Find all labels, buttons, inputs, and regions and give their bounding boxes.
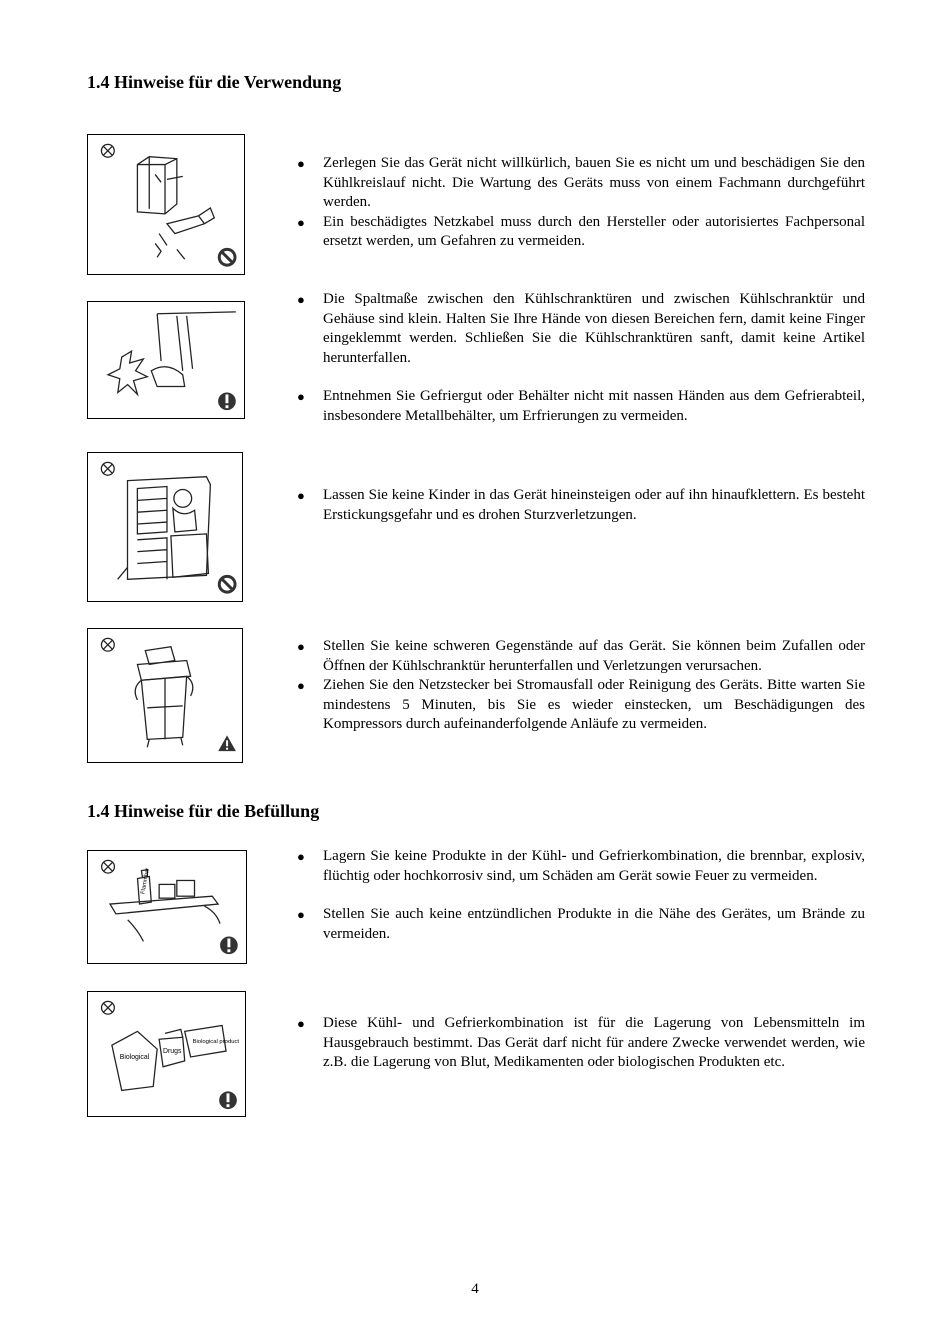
list-item: ● Stellen Sie keine schweren Gegenstände auf das Gerät. Sie können beim Zufallen oder Öffnen der Kühlschranktür herunterfallen und Verletzungen verursachen. — [297, 637, 865, 676]
prohibited-icon — [219, 249, 235, 265]
no-touch-icon — [101, 638, 114, 651]
bullet-list-food-only — [297, 1014, 865, 1073]
bullet-list-heavy-objects — [297, 637, 865, 735]
no-touch-icon — [101, 144, 114, 157]
bullet-list-flammables — [297, 847, 865, 944]
illustration-heavy-objects — [87, 628, 243, 763]
illustration-door-gap — [87, 301, 245, 419]
illustration-food-only — [87, 991, 246, 1117]
list-item: ● Zerlegen Sie das Gerät nicht willkürlich, bauen Sie es nicht um und beschädigen Sie den Kühlkreislauf nicht. Die Wartung des Geräts muss von einem Fachmann durchgeführt werden. — [297, 154, 865, 213]
bullet-list-door-gap — [297, 290, 865, 426]
list-item: ● Ein beschädigtes Netzkabel muss durch den Hersteller oder autorisiertes Fachpersonal ersetzt werden, um Gefahren zu vermeiden. — [297, 213, 865, 252]
prohibited-icon — [219, 576, 235, 592]
warning-exclamation-icon — [219, 1091, 237, 1109]
list-item: ● Ziehen Sie den Netzstecker bei Stromausfall oder Reinigung des Geräts. Bitte warten Sie mindestens 5 Minuten, bis Sie es wieder einstecken, um Beschädigungen des Kompressors durch aufeinanderfolgende Anläufe zu vermeiden. — [297, 676, 865, 735]
no-touch-icon — [101, 462, 114, 475]
flammable-label: Flammbar — [140, 867, 151, 895]
bullet-list-disassembly — [297, 154, 865, 252]
no-touch-icon — [102, 1001, 115, 1014]
page-number: 4 — [471, 1281, 479, 1297]
bullet-list-children — [297, 486, 865, 525]
warning-exclamation-icon — [218, 392, 236, 410]
illustration-no-flammables — [87, 850, 247, 964]
warning-triangle-icon — [218, 735, 236, 751]
list-item: ● Die Spaltmaße zwischen den Kühlschranktüren und zwischen Kühlschranktür und Gehäuse sind klein. Halten Sie Ihre Hände von diesen Bereichen fern, damit keine Finger eingeklemmt werden. Schließen Sie die Kühlschranktüren sanft, damit keine Artikel herunterfallen. — [297, 290, 865, 368]
section-heading-filling: 1.4 Hinweise für die Befüllung — [87, 801, 320, 821]
no-touch-icon — [102, 860, 115, 873]
warning-exclamation-icon — [220, 936, 238, 954]
illustration-no-disassembly — [87, 134, 245, 275]
list-item: ● Lagern Sie keine Produkte in der Kühl- und Gefrierkombination, die brennbar, explosiv, flüchtig oder hochkorrosiv sind, um Schäden am Gerät sowie Feuer zu vermeiden. — [297, 847, 865, 886]
biological-label: Biological — [119, 1053, 150, 1061]
biological-product-label: Biological product — [192, 1039, 240, 1046]
drugs-label: Drugs — [163, 1048, 182, 1056]
illustration-no-children — [87, 452, 243, 602]
list-item: ● Entnehmen Sie Gefriergut oder Behälter nicht mit nassen Händen aus dem Gefrierabteil, insbesondere Metallbehälter, um Erfrierungen zu vermeiden. — [297, 387, 865, 426]
list-item: ● Lassen Sie keine Kinder in das Gerät hineinsteigen oder auf ihn hinaufklettern. Es besteht Erstickungsgefahr und es drohen Sturzverletzungen. — [297, 486, 865, 525]
section-heading-usage: 1.4 Hinweise für die Verwendung — [87, 72, 342, 92]
list-item: ● Diese Kühl- und Gefrierkombination ist für die Lagerung von Lebensmitteln im Hausgebrauch bestimmt. Das Gerät darf nicht für andere Zwecke verwendet werden, wie z.B. die Lagerung von Blut, Medikamenten oder biologischen Produkten etc. — [297, 1014, 865, 1073]
list-item: ● Stellen Sie auch keine entzündlichen Produkte in die Nähe des Gerätes, um Brände zu vermeiden. — [297, 905, 865, 944]
